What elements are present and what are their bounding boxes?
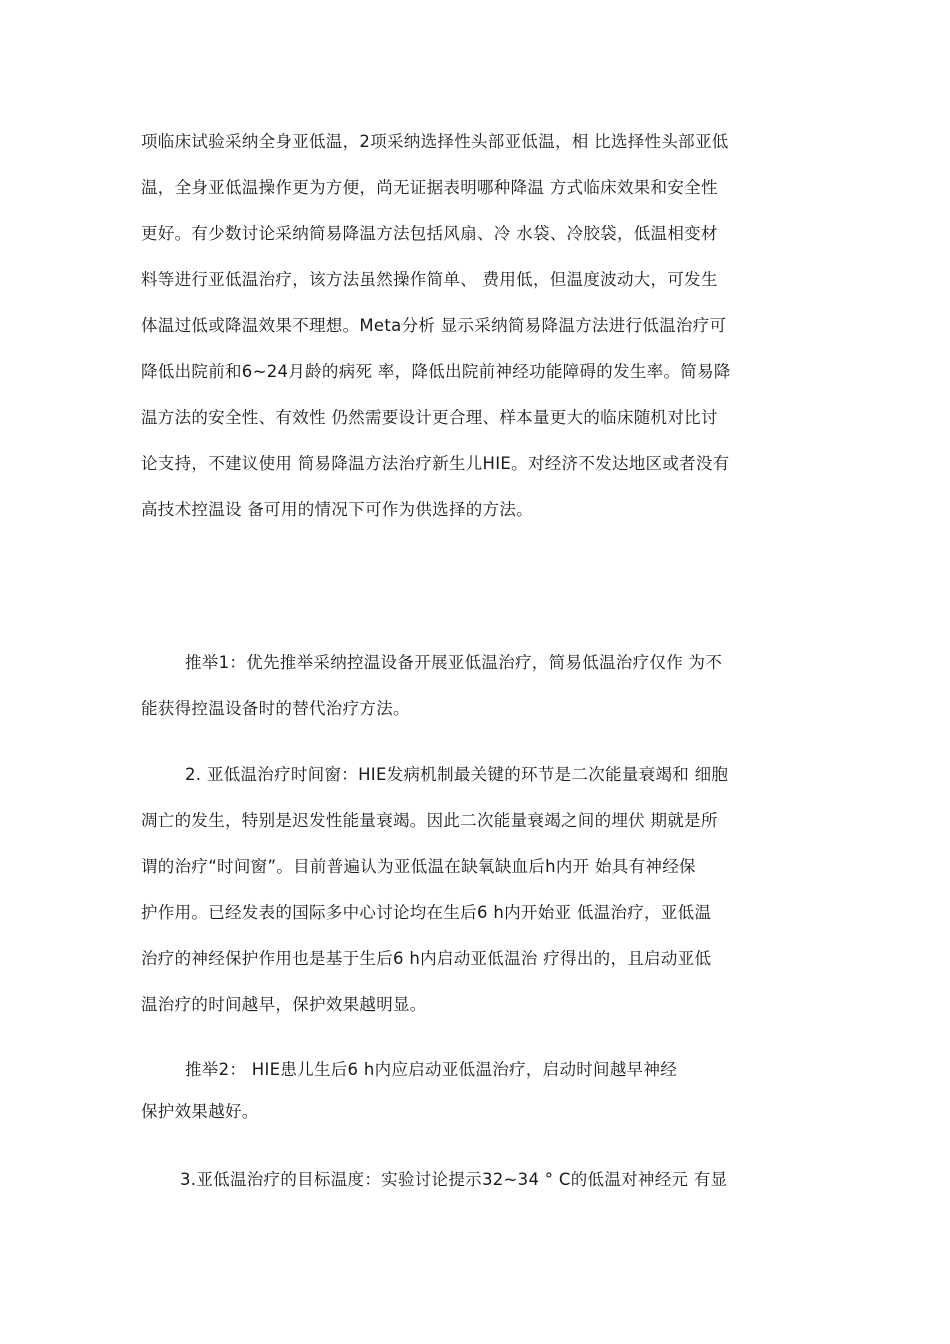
- recommendation-2-line-2: 保护效果越好。: [141, 1102, 259, 1121]
- section-2-line-6: 温治疗的时间越早，保护效果越明显。: [141, 995, 427, 1014]
- paragraph-1-line-7: 温方法的安全性、有效性 仍然需要设计更合理、样本量更大的临床随机对比讨: [141, 408, 718, 427]
- section-2-line-2: 凋亡的发生，特别是迟发性能量衰竭。因此二次能量衰竭之间的埋伏 期就是所: [141, 811, 718, 830]
- paragraph-1-line-5: 体温过低或降温效果不理想。Meta分析 显示采纳简易降温方法进行低温治疗可: [141, 316, 727, 335]
- paragraph-1-line-3: 更好。有少数讨论采纳简易降温方法包括风扇、冷 水袋、冷胶袋，低温相变材: [141, 224, 718, 243]
- recommendation-1-line-2: 能获得控温设备时的替代治疗方法。: [141, 699, 410, 718]
- paragraph-1-line-8: 论支持，不建议使用 简易降温方法治疗新生儿HIE。对经济不发达地区或者没有: [141, 454, 730, 473]
- paragraph-1-line-4: 料等进行亚低温治疗，该方法虽然操作简单、 费用低，但温度波动大，可发生: [141, 270, 718, 289]
- section-2-line-1: 2. 亚低温治疗时间窗：HIE发病机制最关键的环节是二次能量衰竭和 细胞: [185, 765, 729, 784]
- paragraph-1-line-6: 降低出院前和6~24月龄的病死 率，降低出院前神经功能障碍的发生率。简易降: [141, 362, 731, 381]
- recommendation-1-line-1: 推举1：优先推举采纳控温设备开展亚低温治疗，简易低温治疗仅作 为不: [185, 653, 723, 672]
- recommendation-2-line-1: 推举2： HIE患儿生后6 h内应启动亚低温治疗，启动时间越早神经: [185, 1060, 678, 1079]
- section-3-line-1: 3.亚低温治疗的目标温度：实验讨论提示32~34 ° C的低温对神经元 有显: [180, 1170, 728, 1189]
- section-2-line-5: 治疗的神经保护作用也是基于生后6 h内启动亚低温治 疗得出的，且启动亚低: [141, 949, 712, 968]
- section-2-line-4: 护作用。已经发表的国际多中心讨论均在生后6 h内开始亚 低温治疗，亚低温: [141, 903, 712, 922]
- paragraph-1-line-9: 高技术控温设 备可用的情况下可作为供选择的方法。: [141, 500, 533, 519]
- paragraph-1-line-2: 温，全身亚低温操作更为方便，尚无证据表明哪种降温 方式临床效果和安全性: [141, 178, 718, 197]
- section-2-line-3: 谓的治疗“时间窗”。目前普遍认为亚低温在缺氧缺血后h内开 始具有神经保: [141, 857, 696, 876]
- paragraph-1-line-1: 项临床试验采纳全身亚低温，2项采纳选择性头部亚低温，相 比选择性头部亚低: [141, 132, 729, 151]
